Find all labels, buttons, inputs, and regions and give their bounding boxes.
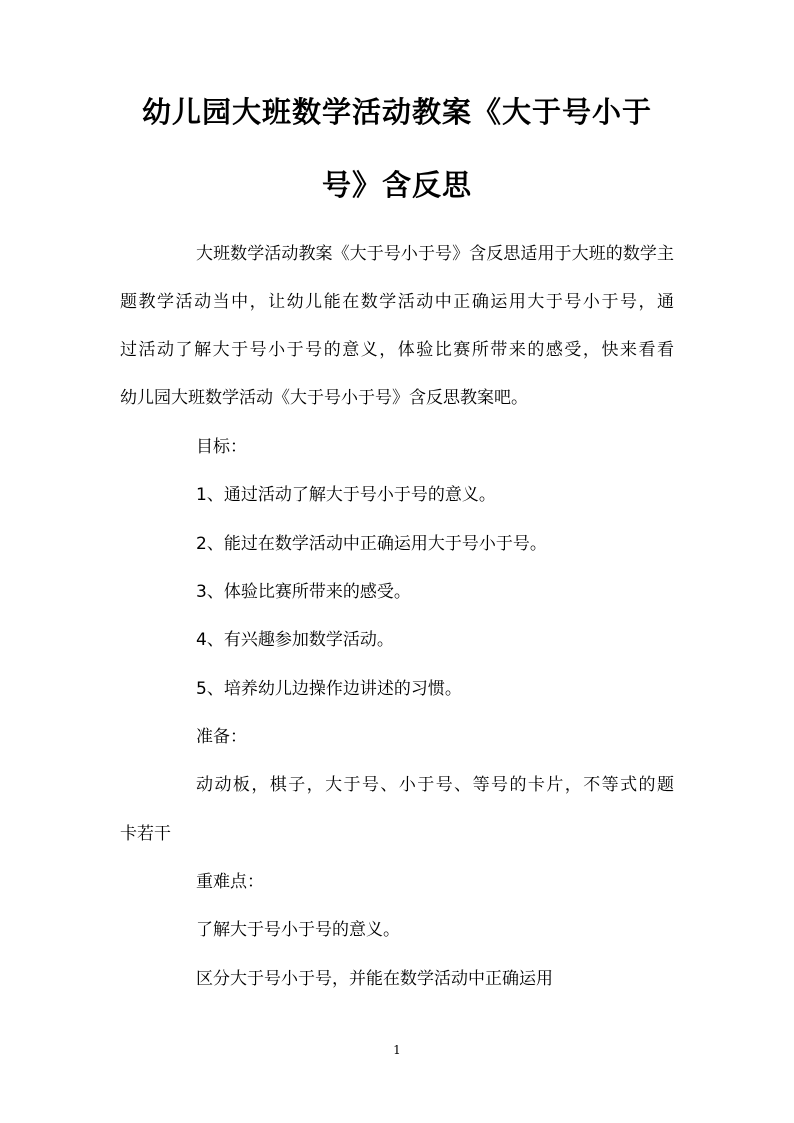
intro-paragraph-line-1: 大班数学活动教案《大于号小于号》含反思适用于大班的数学主 xyxy=(196,244,674,264)
goal-item: 3、体验比赛所带来的感受。 xyxy=(196,582,411,602)
goal-item: 4、有兴趣参加数学活动。 xyxy=(196,630,394,650)
key-point-item: 了解大于号小于号的意义。 xyxy=(196,920,400,940)
page-title-line-2: 号》含反思 xyxy=(321,168,472,202)
intro-paragraph-line-2: 题教学活动当中，让幼儿能在数学活动中正确运用大于号小于号，通 xyxy=(120,292,674,312)
intro-paragraph-line-4: 幼儿园大班数学活动《大于号小于号》含反思教案吧。 xyxy=(120,388,528,408)
intro-paragraph-line-3: 过活动了解大于号小于号的意义，体验比赛所带来的感受，快来看看 xyxy=(120,340,674,360)
prep-heading: 准备： xyxy=(196,727,247,747)
key-point-item: 区分大于号小于号，并能在数学活动中正确运用 xyxy=(196,969,553,989)
goal-item: 1、通过活动了解大于号小于号的意义。 xyxy=(196,485,496,505)
prep-line-1: 动动板，棋子，大于号、小于号、等号的卡片，不等式的题 xyxy=(196,775,674,795)
goal-item: 5、培养幼儿边操作边讲述的习惯。 xyxy=(196,679,462,699)
goals-heading: 目标： xyxy=(196,437,247,457)
page-title-line-1: 幼儿园大班数学活动教案《大于号小于 xyxy=(141,95,652,129)
prep-line-2: 卡若干 xyxy=(120,824,171,844)
page-number: 1 xyxy=(393,1043,401,1057)
key-points-heading: 重难点： xyxy=(196,872,264,892)
goal-item: 2、能过在数学活动中正确运用大于号小于号。 xyxy=(196,534,547,554)
